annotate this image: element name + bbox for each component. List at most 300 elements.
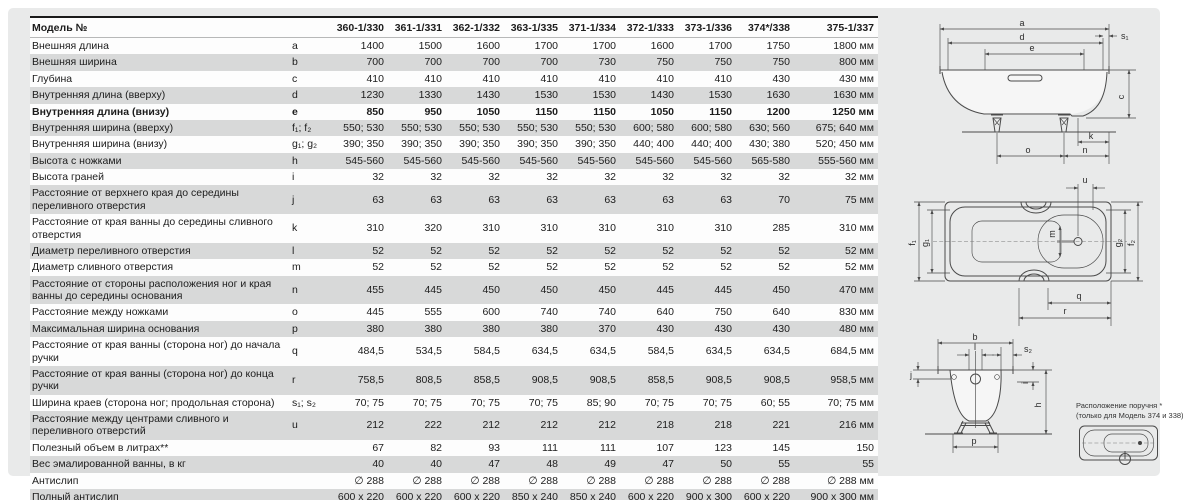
- cell-value: 32: [330, 169, 388, 185]
- cell-value: 684,5 мм: [794, 337, 878, 366]
- cell-value: 550; 530: [562, 120, 620, 136]
- dim-label-l: l: [974, 342, 976, 352]
- table-row: [30, 395, 878, 411]
- row-label: Вес эмалированной ванны, в кг: [30, 456, 292, 472]
- cell-value: 958,5 мм: [794, 366, 878, 395]
- row-label: Внутренняя длина (вверху): [30, 87, 292, 103]
- cell-value: 285: [736, 214, 794, 243]
- cell-value: 52: [330, 259, 388, 275]
- cell-value: 1050: [446, 104, 504, 120]
- cell-value: 450: [504, 276, 562, 305]
- cell-value: ∅ 288: [504, 473, 562, 489]
- cell-value: 640: [620, 304, 678, 320]
- handle-location-tub: [1080, 426, 1158, 465]
- column-header: 362-1/332: [446, 17, 504, 38]
- row-label: Расстояние от края ванны (сторона ног) до конца ручки: [30, 366, 292, 395]
- cell-value: 440; 400: [678, 136, 736, 152]
- cell-value: 600 x 220: [620, 489, 678, 500]
- cell-value: 600 x 220: [736, 489, 794, 500]
- table-row: [30, 185, 878, 214]
- cell-value: 900 x 300: [678, 489, 736, 500]
- column-header: 373-1/336: [678, 17, 736, 38]
- cell-value: 70; 75: [678, 395, 736, 411]
- cell-value: 52: [562, 259, 620, 275]
- cell-value: 32 мм: [794, 169, 878, 185]
- dim-label-i: i: [1020, 382, 1030, 384]
- row-symbol: a: [292, 38, 330, 55]
- cell-value: 380: [504, 321, 562, 337]
- cell-value: 545-560: [562, 153, 620, 169]
- cell-value: 390; 350: [388, 136, 446, 152]
- cell-value: 410: [620, 71, 678, 87]
- cell-value: 52: [446, 259, 504, 275]
- cell-value: 70; 75: [620, 395, 678, 411]
- top-view-diagram: [905, 170, 1155, 330]
- cell-value: 900 x 300 мм: [794, 489, 878, 500]
- row-label: Расстояние между центрами сливного и переливного отверстий: [30, 411, 292, 440]
- cell-value: 410: [446, 71, 504, 87]
- cell-value: 634,5: [562, 337, 620, 366]
- table-row: [30, 38, 878, 55]
- cell-value: 1630 мм: [794, 87, 878, 103]
- cell-value: 545-560: [446, 153, 504, 169]
- cell-value: 52: [388, 243, 446, 259]
- row-label: Диаметр сливного отверстия: [30, 259, 292, 275]
- row-label: Максимальная ширина основания: [30, 321, 292, 337]
- dim-label-n: n: [1082, 145, 1088, 155]
- cell-value: 858,5: [620, 366, 678, 395]
- cell-value: 545-560: [504, 153, 562, 169]
- column-header: 372-1/333: [620, 17, 678, 38]
- cell-value: 740: [562, 304, 620, 320]
- cell-value: 63: [562, 185, 620, 214]
- dim-label-h: h: [1033, 402, 1043, 408]
- cell-value: ∅ 288: [678, 473, 736, 489]
- cell-value: 52 мм: [794, 243, 878, 259]
- cell-value: 150: [794, 440, 878, 456]
- row-label: Внутренняя ширина (вверху): [30, 120, 292, 136]
- cell-value: 70; 75 мм: [794, 395, 878, 411]
- table-row: [30, 153, 878, 169]
- row-label: Расстояние между ножками: [30, 304, 292, 320]
- cell-value: 545-560: [388, 153, 446, 169]
- row-symbol: f₁; f₂: [292, 120, 330, 136]
- cell-value: 908,5: [504, 366, 562, 395]
- dim-label-o: o: [1025, 145, 1031, 155]
- table-row: [30, 214, 878, 243]
- row-symbol: p: [292, 321, 330, 337]
- top-view-dim-lines: [914, 184, 1143, 326]
- cell-value: 55: [794, 456, 878, 472]
- cell-value: 1150: [678, 104, 736, 120]
- cell-value: 750: [678, 54, 736, 70]
- cell-value: 445: [330, 304, 388, 320]
- cell-value: 107: [620, 440, 678, 456]
- cell-value: 640: [736, 304, 794, 320]
- row-label: Расстояние от верхнего края до середины переливного отверстия: [30, 185, 292, 214]
- cell-value: ∅ 288: [330, 473, 388, 489]
- cell-value: 410: [504, 71, 562, 87]
- row-symbol: h: [292, 153, 330, 169]
- dim-label-d: d: [1019, 32, 1025, 42]
- cell-value: 908,5: [736, 366, 794, 395]
- cell-value: 908,5: [562, 366, 620, 395]
- cell-value: ∅ 288: [562, 473, 620, 489]
- cell-value: 63: [620, 185, 678, 214]
- dim-label-g2: g₂: [1113, 238, 1123, 248]
- cell-value: 1600: [446, 38, 504, 55]
- cell-value: 390; 350: [562, 136, 620, 152]
- cell-value: 600 x 220: [330, 489, 388, 500]
- cell-value: 380: [388, 321, 446, 337]
- spec-table-wrap: [30, 16, 878, 500]
- cell-value: 47: [620, 456, 678, 472]
- cell-value: 1230: [330, 87, 388, 103]
- cell-value: 1750: [736, 38, 794, 55]
- row-label: Высота граней: [30, 169, 292, 185]
- cell-value: 750: [620, 54, 678, 70]
- table-row: [30, 321, 878, 337]
- table-row: [30, 71, 878, 87]
- cell-value: 600; 580: [678, 120, 736, 136]
- cell-value: 1500: [388, 38, 446, 55]
- row-label: Внешняя длина: [30, 38, 292, 55]
- row-symbol: [292, 456, 330, 472]
- cell-value: 52: [562, 243, 620, 259]
- column-header: 371-1/334: [562, 17, 620, 38]
- cell-value: 850 x 240: [504, 489, 562, 500]
- cell-value: 555-560 мм: [794, 153, 878, 169]
- column-header: 361-1/331: [388, 17, 446, 38]
- cell-value: 858,5: [446, 366, 504, 395]
- cell-value: 758,5: [330, 366, 388, 395]
- row-label: Расстояние от стороны расположения ног и края ванны до середины основания: [30, 276, 292, 305]
- cell-value: 830 мм: [794, 304, 878, 320]
- cell-value: 634,5: [504, 337, 562, 366]
- cell-value: 52: [330, 243, 388, 259]
- row-label: Полный антислип: [30, 489, 292, 500]
- cell-value: 1150: [562, 104, 620, 120]
- cell-value: 534,5: [388, 337, 446, 366]
- row-symbol: b: [292, 54, 330, 70]
- cell-value: 52: [504, 259, 562, 275]
- handle-note-line1: Расположение поручня *: [1076, 401, 1163, 410]
- cell-value: 75 мм: [794, 185, 878, 214]
- cell-value: 145: [736, 440, 794, 456]
- cell-value: 634,5: [678, 337, 736, 366]
- cell-value: 750: [678, 304, 736, 320]
- cell-value: 584,5: [446, 337, 504, 366]
- cell-value: 600: [446, 304, 504, 320]
- dim-label-g1: g₁: [920, 238, 930, 248]
- cell-value: 49: [562, 456, 620, 472]
- cell-value: 70; 75: [446, 395, 504, 411]
- cell-value: 1200: [736, 104, 794, 120]
- cell-value: 555: [388, 304, 446, 320]
- cell-value: 600 x 220: [446, 489, 504, 500]
- dim-label-s2: s₂: [1024, 344, 1032, 354]
- table-row: [30, 473, 878, 489]
- cell-value: 70; 75: [388, 395, 446, 411]
- cell-value: 47: [446, 456, 504, 472]
- cell-value: 52: [678, 259, 736, 275]
- cell-value: 740: [504, 304, 562, 320]
- table-row: [30, 456, 878, 472]
- column-header: 363-1/335: [504, 17, 562, 38]
- cell-value: 63: [388, 185, 446, 214]
- cell-value: 310: [504, 214, 562, 243]
- dim-label-u: u: [1082, 175, 1088, 185]
- table-row: [30, 136, 878, 152]
- cell-value: 50: [678, 456, 736, 472]
- cell-value: 850: [330, 104, 388, 120]
- cell-value: 800 мм: [794, 54, 878, 70]
- cell-value: 1150: [504, 104, 562, 120]
- cell-value: 410: [330, 71, 388, 87]
- side-view-tub: [940, 66, 1116, 132]
- table-header-row: [30, 17, 878, 38]
- dim-label-r: r: [1063, 306, 1067, 316]
- cell-value: 445: [678, 276, 736, 305]
- cell-value: 430: [736, 71, 794, 87]
- row-symbol: s₁; s₂: [292, 395, 330, 411]
- row-symbol: g₁; g₂: [292, 136, 330, 152]
- row-symbol: [292, 489, 330, 500]
- cell-value: 455: [330, 276, 388, 305]
- row-symbol: j: [292, 185, 330, 214]
- cell-value: 750: [736, 54, 794, 70]
- cell-value: 82: [388, 440, 446, 456]
- cell-value: 32: [620, 169, 678, 185]
- table-row: [30, 120, 878, 136]
- cell-value: ∅ 288: [388, 473, 446, 489]
- row-symbol: c: [292, 71, 330, 87]
- cell-value: 850 x 240: [562, 489, 620, 500]
- cell-value: 445: [388, 276, 446, 305]
- dim-label-q: q: [1076, 291, 1082, 301]
- cell-value: 70; 75: [330, 395, 388, 411]
- cell-value: 1700: [504, 38, 562, 55]
- cell-value: 430: [736, 321, 794, 337]
- cell-value: 212: [330, 411, 388, 440]
- side-view-diagram: [920, 6, 1165, 168]
- row-symbol: m: [292, 259, 330, 275]
- cell-value: 700: [388, 54, 446, 70]
- cell-value: 450: [446, 276, 504, 305]
- cell-value: 32: [504, 169, 562, 185]
- cell-value: 52: [504, 243, 562, 259]
- dim-label-a: a: [1019, 18, 1025, 28]
- cell-value: 310 мм: [794, 214, 878, 243]
- cell-value: 675; 640 мм: [794, 120, 878, 136]
- cell-value: 310: [620, 214, 678, 243]
- table-row: [30, 440, 878, 456]
- cell-value: 111: [504, 440, 562, 456]
- cell-value: 40: [388, 456, 446, 472]
- cell-value: 1400: [330, 38, 388, 55]
- row-label: Полезный объем в литрах**: [30, 440, 292, 456]
- cell-value: 700: [446, 54, 504, 70]
- cell-value: 32: [446, 169, 504, 185]
- end-view-diagram: [905, 333, 1065, 498]
- row-label: Глубина: [30, 71, 292, 87]
- cell-value: 550; 530: [330, 120, 388, 136]
- cell-value: 700: [330, 54, 388, 70]
- cell-value: 216 мм: [794, 411, 878, 440]
- cell-value: 63: [446, 185, 504, 214]
- cell-value: 700: [504, 54, 562, 70]
- spec-table-body: [30, 38, 878, 500]
- cell-value: 212: [446, 411, 504, 440]
- row-label: Антислип: [30, 473, 292, 489]
- table-row: [30, 304, 878, 320]
- cell-value: 730: [562, 54, 620, 70]
- table-row: [30, 276, 878, 305]
- cell-value: 545-560: [620, 153, 678, 169]
- cell-value: 480 мм: [794, 321, 878, 337]
- handle-note-line2: (только для Модель 374 и 338): [1076, 410, 1184, 420]
- cell-value: 1430: [446, 87, 504, 103]
- cell-value: 550; 530: [504, 120, 562, 136]
- row-label: Высота с ножками: [30, 153, 292, 169]
- handle-note: [1076, 401, 1184, 421]
- row-symbol: [292, 440, 330, 456]
- dim-label-k: k: [1088, 131, 1094, 141]
- cell-value: 630; 560: [736, 120, 794, 136]
- cell-value: 430; 380: [736, 136, 794, 152]
- cell-value: 70: [736, 185, 794, 214]
- cell-value: 52: [446, 243, 504, 259]
- cell-value: 212: [562, 411, 620, 440]
- cell-value: 470 мм: [794, 276, 878, 305]
- cell-value: 32: [388, 169, 446, 185]
- row-label: Расстояние от края ванны (сторона ног) до начала ручки: [30, 337, 292, 366]
- cell-value: 484,5: [330, 337, 388, 366]
- dim-label-s1: s₁: [1121, 31, 1129, 41]
- row-symbol: n: [292, 276, 330, 305]
- cell-value: 1530: [562, 87, 620, 103]
- cell-value: 600; 580: [620, 120, 678, 136]
- cell-value: ∅ 288 мм: [794, 473, 878, 489]
- cell-value: 600 x 220: [388, 489, 446, 500]
- cell-value: 52: [388, 259, 446, 275]
- cell-value: 908,5: [678, 366, 736, 395]
- table-row: [30, 366, 878, 395]
- cell-value: 52: [620, 259, 678, 275]
- cell-value: 52 мм: [794, 259, 878, 275]
- column-header: 375-1/337: [794, 17, 878, 38]
- row-symbol: l: [292, 243, 330, 259]
- cell-value: 565-580: [736, 153, 794, 169]
- table-row: [30, 337, 878, 366]
- cell-value: 380: [446, 321, 504, 337]
- cell-value: 410: [388, 71, 446, 87]
- table-row: [30, 259, 878, 275]
- cell-value: 63: [678, 185, 736, 214]
- cell-value: 63: [330, 185, 388, 214]
- cell-value: 212: [504, 411, 562, 440]
- cell-value: 545-560: [678, 153, 736, 169]
- table-row: [30, 243, 878, 259]
- row-symbol: o: [292, 304, 330, 320]
- cell-value: 550; 530: [388, 120, 446, 136]
- cell-value: 67: [330, 440, 388, 456]
- row-symbol: k: [292, 214, 330, 243]
- cell-value: 450: [736, 276, 794, 305]
- cell-value: 634,5: [736, 337, 794, 366]
- cell-value: 52: [736, 243, 794, 259]
- dim-label-e: e: [1029, 43, 1035, 53]
- row-label: Ширина краев (сторона ног; продольная сторона): [30, 395, 292, 411]
- cell-value: 55: [736, 456, 794, 472]
- table-row: [30, 54, 878, 70]
- cell-value: 410: [678, 71, 736, 87]
- row-symbol: i: [292, 169, 330, 185]
- row-symbol: d: [292, 87, 330, 103]
- dim-label-j: j: [910, 370, 912, 380]
- cell-value: 52: [620, 243, 678, 259]
- cell-value: 430: [678, 321, 736, 337]
- top-view-labels: [907, 175, 1136, 316]
- model-header-cell: Модель №: [30, 17, 330, 38]
- cell-value: 545-560: [330, 153, 388, 169]
- cell-value: 32: [736, 169, 794, 185]
- cell-value: 370: [562, 321, 620, 337]
- row-label: Расстояние от края ванны до середины сливного отверстия: [30, 214, 292, 243]
- cell-value: 520; 450 мм: [794, 136, 878, 152]
- row-symbol: r: [292, 366, 330, 395]
- cell-value: 1700: [678, 38, 736, 55]
- cell-value: 32: [562, 169, 620, 185]
- cell-value: 380: [330, 321, 388, 337]
- cell-value: 40: [330, 456, 388, 472]
- row-symbol: [292, 473, 330, 489]
- cell-value: 85; 90: [562, 395, 620, 411]
- cell-value: 93: [446, 440, 504, 456]
- cell-value: 450: [562, 276, 620, 305]
- cell-value: 445: [620, 276, 678, 305]
- cell-value: 63: [504, 185, 562, 214]
- dim-label-m: m: [1047, 230, 1057, 238]
- cell-value: 1430: [620, 87, 678, 103]
- dim-label-c: c: [1116, 94, 1126, 100]
- cell-value: 1050: [620, 104, 678, 120]
- cell-value: 1330: [388, 87, 446, 103]
- cell-value: 320: [388, 214, 446, 243]
- cell-value: 123: [678, 440, 736, 456]
- cell-value: 60; 55: [736, 395, 794, 411]
- cell-value: 440; 400: [620, 136, 678, 152]
- cell-value: 218: [678, 411, 736, 440]
- table-row: [30, 104, 878, 120]
- cell-value: 550; 530: [446, 120, 504, 136]
- cell-value: 52: [736, 259, 794, 275]
- cell-value: 584,5: [620, 337, 678, 366]
- dim-label-p: p: [971, 436, 977, 446]
- table-row: [30, 411, 878, 440]
- cell-value: 430 мм: [794, 71, 878, 87]
- column-header: 360-1/330: [330, 17, 388, 38]
- cell-value: 222: [388, 411, 446, 440]
- row-label: Диаметр переливного отверстия: [30, 243, 292, 259]
- dim-label-f2: f₂: [1126, 240, 1136, 246]
- cell-value: 111: [562, 440, 620, 456]
- spec-table: [30, 16, 878, 500]
- row-label: Внутренняя длина (внизу): [30, 104, 292, 120]
- cell-value: ∅ 288: [446, 473, 504, 489]
- top-view-tub: [933, 202, 1127, 281]
- cell-value: 390; 350: [330, 136, 388, 152]
